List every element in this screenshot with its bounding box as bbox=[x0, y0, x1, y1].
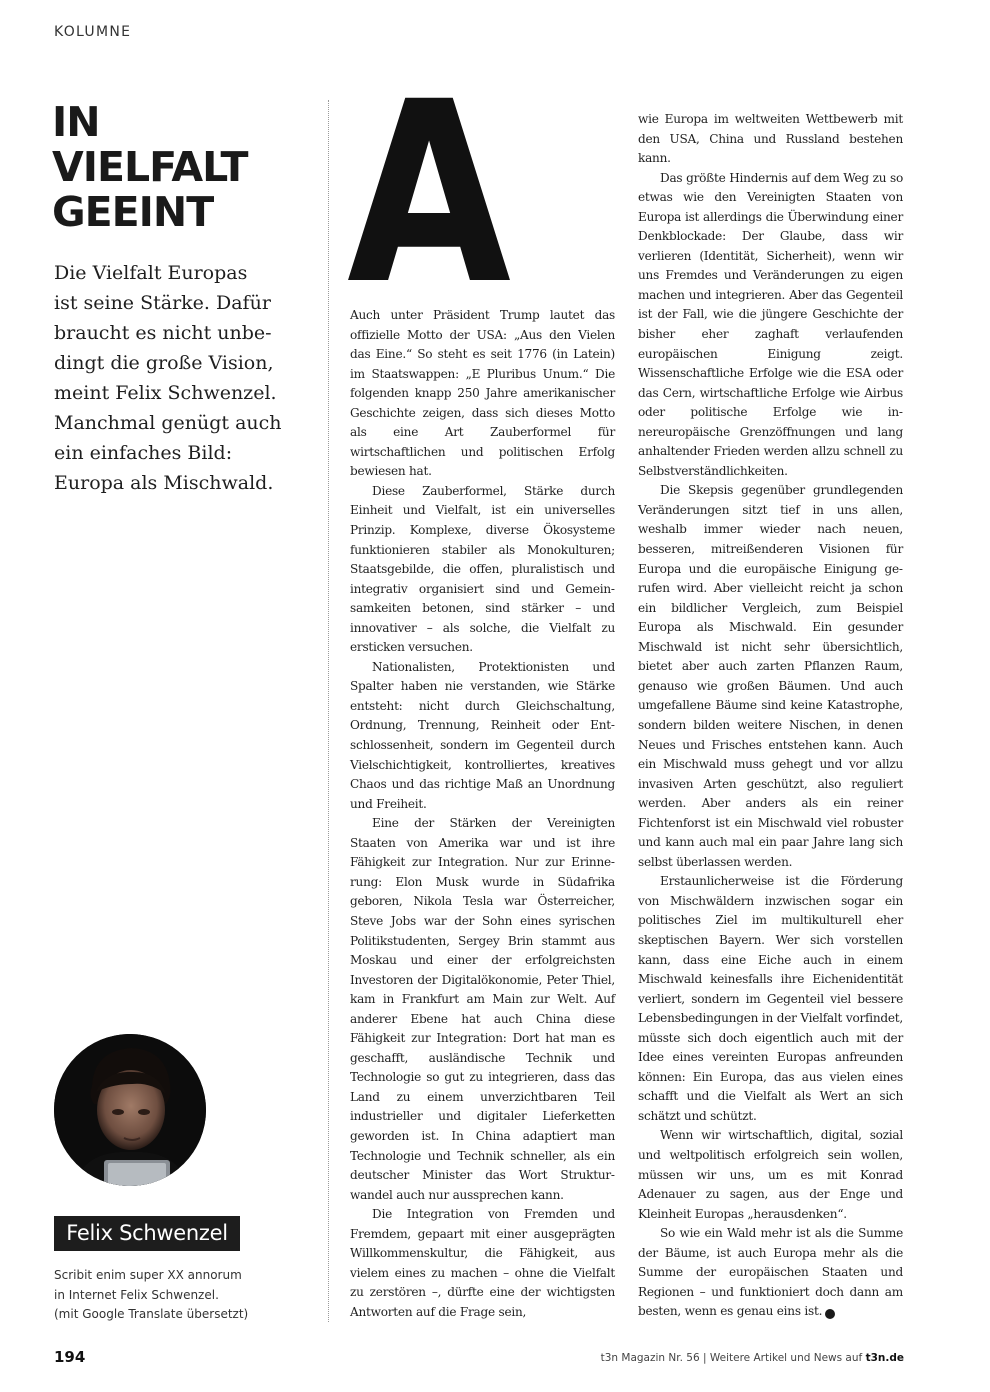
author-photo bbox=[54, 1034, 206, 1186]
article-column-2 bbox=[638, 110, 903, 1322]
teaser-line: Die Vielfalt Europas bbox=[54, 262, 248, 284]
teaser bbox=[54, 258, 294, 498]
headline-line: GEEINT bbox=[52, 188, 214, 236]
column-divider bbox=[328, 100, 329, 1322]
teaser-line: ist seine Stärke. Dafür bbox=[54, 292, 271, 314]
headline bbox=[52, 100, 312, 235]
author-bio bbox=[54, 1266, 284, 1325]
paragraph bbox=[638, 1224, 903, 1322]
author-name: Felix Schwenzel bbox=[54, 1216, 240, 1251]
paragraph: Auch unter Präsident Trump lautet das offizielle Motto der USA: „Aus den Vielen das Eine.“ So steht es seit 1776 (in Latein) im Staatswappen: „E Pluribus Unum.“ Die folgenden knapp 250 Jahre amerikanischer Geschichte zeigen, dass sich dieses Motto als eine Art Zauberformel für wirtschaftlichen und politischen Erfolg bewiesen hat. bbox=[350, 308, 615, 479]
headline-line: IN bbox=[52, 98, 100, 146]
drop-cap bbox=[344, 88, 514, 288]
teaser-line: braucht es nicht unbe- bbox=[54, 322, 272, 344]
author-bio-line: Scribit enim super XX annorum bbox=[54, 1268, 242, 1282]
author-bio-line: in Internet Felix Schwenzel. bbox=[54, 1287, 219, 1302]
paragraph: Erstaunlicherweise ist die Förderung von Mischwäldern inzwischen sogar ein politisches Ziel im multikulturell eher skeptischen Bayern. Wer sich vorstellen kann, dass eine Eiche auch in einem Mischwald keinesfalls ihre Eichenidentität verliert, sondern im Gegenteil viel bessere Lebensbedingungen in der Vielfalt vorfindet, müsste sich doch eigentlich auch mit der Idee eines vereinten Europas anfreunden können: Ein Europa, das aus vielen eines schafft und die Vielfalt als Wert an sich schätzt und schützt. bbox=[638, 874, 903, 1123]
teaser-line: Europa als Mischwald. bbox=[54, 472, 274, 494]
paragraph: Die Integration von Fremden und Fremdem, gepaart mit einer ausgeprägten Willkommenskultur, die Fähigkeit, aus vielem eines zu machen – ohne die Vielfalt zu zerstören –, dürfte eine der wichtigsten Antworten auf die Frage sein, bbox=[350, 1207, 615, 1319]
paragraph: wie Europa im weltweiten Wettbewerb mit den USA, China und Russland bestehen kann. bbox=[638, 112, 903, 166]
teaser-line: ein einfaches Bild: bbox=[54, 442, 233, 464]
paragraph-text: So wie ein Wald mehr ist als die Summe der Bäume, ist auch Europa mehr als die Summe der europäischen Staaten und Regionen – und funktioniert doch dann am besten, wenn es genau eins ist. bbox=[638, 1226, 903, 1319]
paragraph: Nationalisten, Protektionisten und Spalter haben nie verstanden, wie Stärke entsteht: nicht durch Gleichschaltung, Ordnung, Trennung, Reinheit oder Entschlossenheit, sondern im Gegenteil durch Vielschichtigkeit, kontrolliertes, kreatives Chaos und das richtige Maß an Unordnung und Freiheit. bbox=[350, 659, 615, 811]
footer-site-link[interactable]: t3n.de bbox=[865, 1352, 904, 1364]
paragraph: Die Skepsis gegenüber grundlegenden Veränderungen sitzt tief in uns allen, weshalb immer wieder nach neuen, besseren, mitreißenderen Visionen für Europa und die europäische Einigung gerufen wird. Aber vielleicht reicht ja schon ein bildlicher Vergleich, zum Beispiel Europa als Mischwald. Ein gesunder Mischwald ist nicht sehr übersichtlich, bietet aber auch zarten Pflanzen Raum, genauso wie großen Bäumen. Und auch umgefallene Bäume sind keine Katastrophe, sondern bilden weitere Nischen, in denen Neues und Frisches entstehen kann. Auch ein Mischwald muss gehegt und vor allzu invasiven Arten geschützt, also reguliert werden. Aber anders als ein reiner Fichtenforst ist ein Mischwald viel robuster und kann auch mal ein paar Jahre lang sich selbst überlassen werden. bbox=[638, 483, 903, 869]
paragraph: Das größte Hindernis auf dem Weg zu so etwas wie den Vereinigten Staaten von Europa ist allerdings die Überwindung einer Denkblockade: Der Glaube, dass wir verlieren (Identität, Sicherheit), wenn wir uns Fremdes und Veränderungen zu eigen machen und integrieren. Aber das Gegenteil ist der Fall, wie die jüngere Geschichte der bisher eher zaghaft verlaufenden europäischen Einigung zeigt. Wissenschaftliche Erfolge wie die ESA oder das Cern, wirtschaftliche Erfolge wie Airbus oder politische Erfolge wie innereuropäische Grenzöffnungen und lang anhaltender Frieden werden allzu schnell zu Selbstverständlichkeiten. bbox=[638, 170, 903, 478]
paragraph: Eine der Stärken der Vereinigten Staaten von Amerika war und ist ihre Fähigkeit zur Integration. Nur zur Erinnerung: Elon Musk wurde in Südafrika geboren, Nikola Tesla war Österreicher, Steve Jobs war der Sohn eines syrischen Politikstudenten, Sergey Brin stammt aus Moskau und einer der erfolgreichsten Investoren der Digitalökonomie, Peter Thiel, kam in Frankfurt am Main zur Welt. Auf anderer Ebene hat auch China diese Fähigkeit zur Integration: Dort hat man es geschafft, ausländische Technik und Technologie so gut zu integrieren, dass das Land zu einem unverzichtbaren Teil industrieller und digitaler Lieferketten geworden ist. In China adaptiert man Technologie und Technik schneller, als ein deutscher Minister das Wort Strukturwandel auch nur aussprechen kann. bbox=[350, 816, 615, 1202]
teaser-line: Manchmal genügt auch bbox=[54, 412, 282, 434]
author-bio-line: (mit Google Translate übersetzt) bbox=[54, 1307, 249, 1321]
teaser-line: dingt die große Vision, bbox=[54, 352, 274, 374]
teaser-line: meint Felix Schwenzel. bbox=[54, 382, 277, 404]
footer-text: t3n Magazin Nr. 56 | Weitere Artikel und News auf bbox=[600, 1352, 866, 1364]
drop-cap-letter: A bbox=[347, 88, 511, 288]
section-label: KOLUMNE bbox=[54, 24, 132, 40]
end-mark-icon: ✕ bbox=[825, 1309, 835, 1319]
headline-line: VIELFALT bbox=[52, 143, 248, 191]
paragraph: Wenn wir wirtschaftlich, digital, sozial und weltpolitisch erfolgreich sein wollen, müssen wir uns, um es mit Konrad Adenauer zu sagen, aus der Enge und Kleinheit Europas „herausdenken“. bbox=[638, 1128, 903, 1221]
article-column-1 bbox=[350, 306, 615, 1322]
paragraph: Diese Zauberformel, Stärke durch Einheit und Vielfalt, ist ein universelles Prinzip. Komplexe, diverse Ökosysteme funktionieren stabiler als Monokulturen; Staatsgebilde, die offen, pluralistisch und integrativ organisiert sind und Gemeinsamkeiten betonen, sind stärker – und innovativer – als solche, die Vielfalt zu ersticken versuchen. bbox=[350, 483, 615, 655]
page-number: 194 bbox=[54, 1348, 86, 1366]
footer bbox=[601, 1352, 904, 1364]
